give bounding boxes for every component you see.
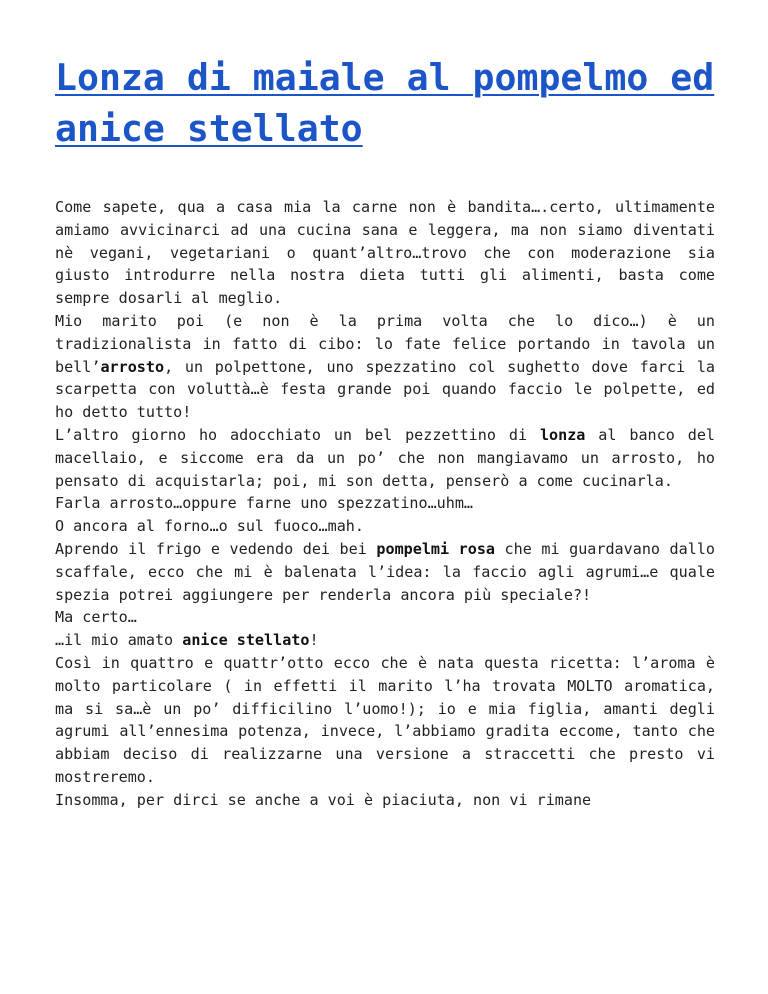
text-run: L’altro giorno ho adocchiato un bel pezzettino di — [55, 425, 540, 444]
text-run: Insomma, per dirci se anche a voi è piaciuta, non vi rimane — [55, 790, 592, 809]
article-paragraph — [55, 538, 715, 606]
text-run: …il mio amato — [55, 631, 183, 650]
highlighted-term: lonza — [539, 425, 586, 444]
article-paragraph — [55, 789, 715, 812]
text-run: Ma certo… — [55, 608, 137, 627]
article-paragraph — [55, 652, 715, 789]
text-run: , un polpettone, uno spezzatino col sughetto dove farci la scarpetta con voluttà…è festa grande poi quando faccio le polpette, ed ho detto tutto! — [55, 357, 715, 422]
text-run: Mio marito poi (e non è la prima volta che lo dico…) è un tradizionalista in fatto di cibo: lo fate felice portando in tavola un bell’ — [55, 311, 715, 376]
article-paragraph — [55, 629, 715, 652]
article-body — [55, 196, 715, 812]
article-paragraph — [55, 424, 715, 492]
article-title-link[interactable]: Lonza di maiale al pompelmo ed anice stellato — [55, 56, 715, 150]
article-paragraph — [55, 515, 715, 538]
article-paragraph — [55, 606, 715, 629]
article-paragraph — [55, 310, 715, 424]
article-paragraph — [55, 196, 715, 310]
highlighted-term: pompelmi rosa — [376, 539, 495, 558]
text-run: ! — [309, 631, 319, 650]
text-run: che mi guardavano dallo scaffale, ecco che mi è balenata l’idea: la faccio agli agrumi…e quale spezia potrei aggiungere per renderla ancora più speciale?! — [55, 539, 715, 604]
text-run: Aprendo il frigo e vedendo dei bei — [55, 539, 377, 558]
article — [55, 52, 715, 812]
text-run: Farla arrosto…oppure farne uno spezzatino…uhm… — [55, 494, 474, 513]
text-run: O ancora al forno…o sul fuoco…mah. — [55, 517, 364, 536]
article-paragraph — [55, 492, 715, 515]
text-run: al banco del macellaio, e siccome era da un po’ che non mangiavamo un arrosto, ho pensato di acquistarla; poi, mi son detta, penserò a come cucinarla. — [55, 425, 715, 490]
highlighted-term: arrosto — [100, 357, 165, 376]
text-run: Come sapete, qua a casa mia la carne non è bandita….certo, ultimamente amiamo avvicinarci ad una cucina sana e leggera, ma non siamo diventati nè vegani, vegetariani o quant’altro…trovo che con moderazione sia giusto introdurre nella nostra dieta tutti gli alimenti, basta come sempre dosarli al meglio. — [55, 198, 715, 308]
highlighted-term: anice stellato — [182, 631, 310, 650]
text-run: Così in quattro e quattr’otto ecco che è nata questa ricetta: l’aroma è molto particolare ( in effetti il marito l’ha trovata MOLTO aromatica, ma si sa…è un po’ difficilino l’uomo!); io e mia figlia, amanti degli agrumi all’ennesima potenza, invece, l’abbiamo gradita eccome, tanto che abbiam deciso di realizzarne una versione a straccetti che presto vi mostreremo. — [55, 653, 715, 786]
